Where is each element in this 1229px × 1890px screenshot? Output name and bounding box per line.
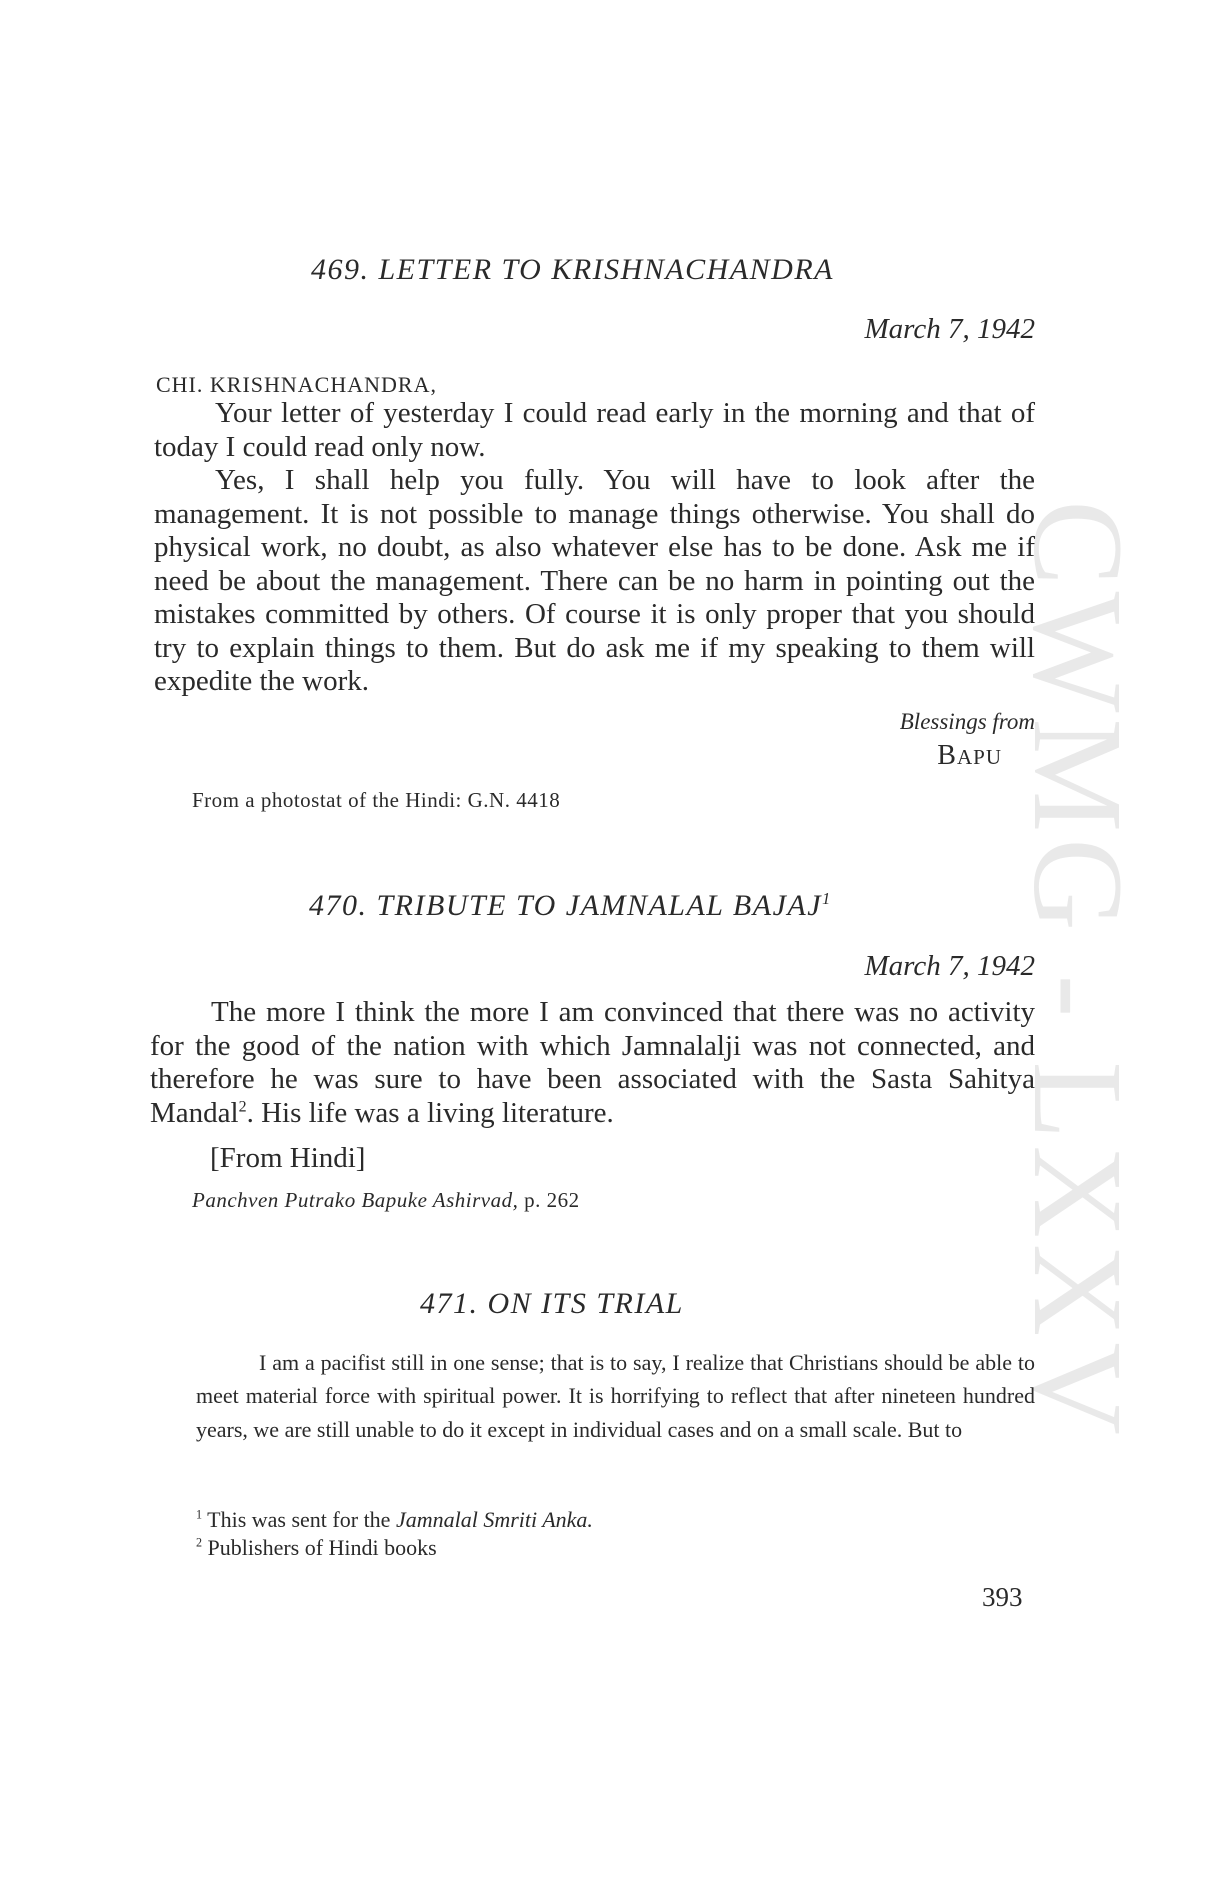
section-470-heading: 470. TRIBUTE TO JAMNALAL BAJAJ$^1$ [309, 889, 832, 922]
page-number: 393 [982, 1582, 1023, 1612]
section-469-source: From a photostat of the Hindi: G.N. 4418 [192, 788, 561, 812]
section-469-heading: 469. LETTER TO KRISHNACHANDRA [311, 253, 834, 286]
tribute-paragraph: The more I think the more I am convinced that there was no activity for the good of the nation with which Jamnalalji was not connected, and therefore he was sure to have been associated with the Sasta Sahitya Mandal$^2$. His life was a living literature. [150, 996, 1035, 1129]
trial-paragraph: I am a pacifist still in one sense; that is to say, I realize that Christians should be able to meet material force with spiritual power. It is horrifying to reflect that after nineteen hundred years, we are still unable to do it except in individual cases and on a small scale. But to [196, 1350, 1035, 1442]
footnote-ref-2: 2 [238, 1097, 247, 1115]
footnote-ref-1: 1 [822, 889, 832, 908]
letter-paragraph-1: Your letter of yesterday I could read early in the morning and that of today I could read only now. [154, 397, 1035, 463]
section-469-date: March 7, 1942 [864, 313, 1035, 345]
letter-body [154, 397, 1035, 699]
letter-signature: BAPU [937, 740, 1002, 771]
section-470-source: Panchven Putrako Bapuke Ashirvad, p. 262 [192, 1188, 580, 1212]
section-470-date: March 7, 1942 [864, 950, 1035, 982]
from-hindi-label: [From Hindi] [210, 1142, 366, 1174]
footnotes [196, 1506, 593, 1562]
letter-closing: Blessings from [899, 709, 1035, 734]
cwmg-watermark: CWMG - LXXV [1006, 499, 1149, 1441]
section-471-heading: 471. ON ITS TRIAL [420, 1287, 684, 1320]
footnote-2: $^2$ Publishers of Hindi books [196, 1535, 437, 1560]
trial-body [196, 1346, 1035, 1446]
letter-paragraph-2: Yes, I shall help you fully. You will have to look after the management. It is not possible to manage things otherwise. You shall do physical work, no doubt, as also whatever else has to be done. Ask me if need be about the management. There can be no harm in pointing out the mistakes committed by others. Of course it is only proper that you should try to explain things to them. But do ask me if my speaking to them will expedite the work. [154, 464, 1035, 697]
footnote-1: $^1$ This was sent for the Jamnalal Smriti Anka. [196, 1507, 593, 1532]
letter-salutation: CHI. KRISHNACHANDRA, [156, 372, 437, 397]
tribute-body [150, 996, 1035, 1130]
